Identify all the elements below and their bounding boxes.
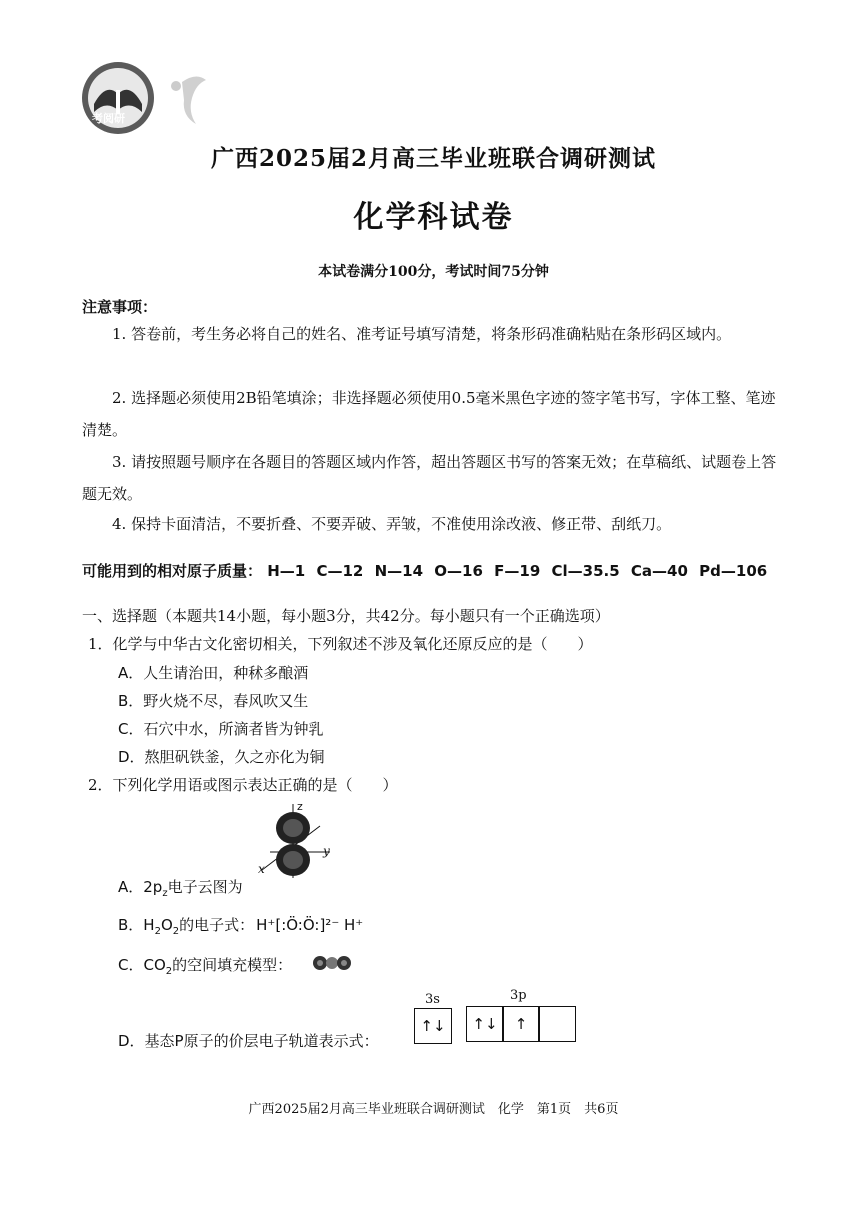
notice-item-3: 3. 请按照题号顺序在各题目的答题区域内作答，超出答题区书写的答案无效；在草稿纸、试题卷上答题无效。 <box>82 453 777 503</box>
question-2-option-c: C．$CO_2$的空间填充模型： <box>118 956 293 977</box>
exam-title: 广西2025届2月高三毕业班联合调研测试 <box>210 145 657 172</box>
subject-title: 化学科试卷 <box>353 200 514 235</box>
atomic-mass-ca: Ca—40 <box>630 562 688 580</box>
question-1-stem: 1．化学与中华古文化密切相关，下列叙述不涉及氧化还原反应的是（ ） <box>88 635 593 653</box>
question-1-option-c: C．石穴中水，所滴者皆为钟乳 <box>118 720 324 738</box>
page-footer: 广西2025届2月高三毕业班联合调研测试 化学 第1页 共6页 <box>248 1102 619 1117</box>
co2-space-filling-model <box>312 954 354 972</box>
orbital-3p-box-3 <box>538 1006 576 1042</box>
axis-x-label: x <box>258 862 265 876</box>
logo-text: 考阅研 <box>92 112 125 125</box>
question-2-option-d: D．基态P原子的价层电子轨道表示式： <box>118 1032 379 1050</box>
exam-info: 本试卷满分100分，考试时间75分钟 <box>318 264 549 280</box>
logo-figure-icon <box>162 72 222 126</box>
notice-item-1: 1. 答卷前，考生务必将自己的姓名、准考证号填写清楚，将条形码准确粘贴在条形码区域内。 <box>112 325 732 343</box>
logo <box>80 60 156 136</box>
atomic-mass-pd: Pd—106 <box>699 562 768 580</box>
atomic-mass-cl: Cl—35.5 <box>551 562 620 580</box>
orbital-3s-label: 3s <box>425 992 440 1007</box>
question-2-option-a: A．$2p_z$电子云图为 <box>118 878 243 899</box>
atomic-mass-line <box>82 560 773 581</box>
axis-y-label: y <box>323 844 330 858</box>
pz-orbital-diagram <box>250 800 340 880</box>
atomic-mass-o: O—16 <box>434 562 483 580</box>
atomic-mass-n: N—14 <box>374 562 424 580</box>
question-1-option-b: B．野火烧不尽，春风吹又生 <box>118 692 309 710</box>
atomic-mass-h: H—1 <box>267 562 306 580</box>
atomic-mass-f: F—19 <box>494 562 541 580</box>
notice-heading: 注意事项： <box>82 298 158 316</box>
orbital-3p-box-1: ↑↓ <box>466 1006 504 1042</box>
question-1-option-d: D．熬胆矾铁釜，久之亦化为铜 <box>118 748 325 766</box>
orbital-3p-label: 3p <box>510 988 527 1003</box>
question-2-stem: 2．下列化学用语或图示表达正确的是（ ） <box>88 776 398 794</box>
orbital-3s-box: ↑↓ <box>414 1008 452 1044</box>
orbital-3p-box-2: ↑ <box>502 1006 540 1042</box>
section-heading: 一、选择题（本题共14小题，每小题3分，共42分。每小题只有一个正确选项） <box>82 607 610 625</box>
notice-item-4: 4. 保持卡面清洁，不要折叠、不要弄破、弄皱，不准使用涂改液、修正带、刮纸刀。 <box>112 515 672 533</box>
atomic-mass-c: C—12 <box>316 562 364 580</box>
atomic-mass-label: 可能用到的相对原子质量： <box>82 562 263 580</box>
question-1-option-a: A．人生请治田，种秫多酿酒 <box>118 664 309 682</box>
h2o2-electron-formula: H⁺[:Ö:Ö:]²⁻ H⁺ <box>256 916 364 934</box>
axis-z-label: z <box>297 800 303 813</box>
question-2-option-b: B．$H_2O_2$的电子式： H⁺[:Ö:Ö:]²⁻ H⁺ <box>118 916 364 937</box>
notice-item-2: 2. 选择题必须使用2B铅笔填涂；非选择题必须使用0.5毫米黑色字迹的签字笔书写，字体工整、笔迹清楚。 <box>82 389 776 439</box>
